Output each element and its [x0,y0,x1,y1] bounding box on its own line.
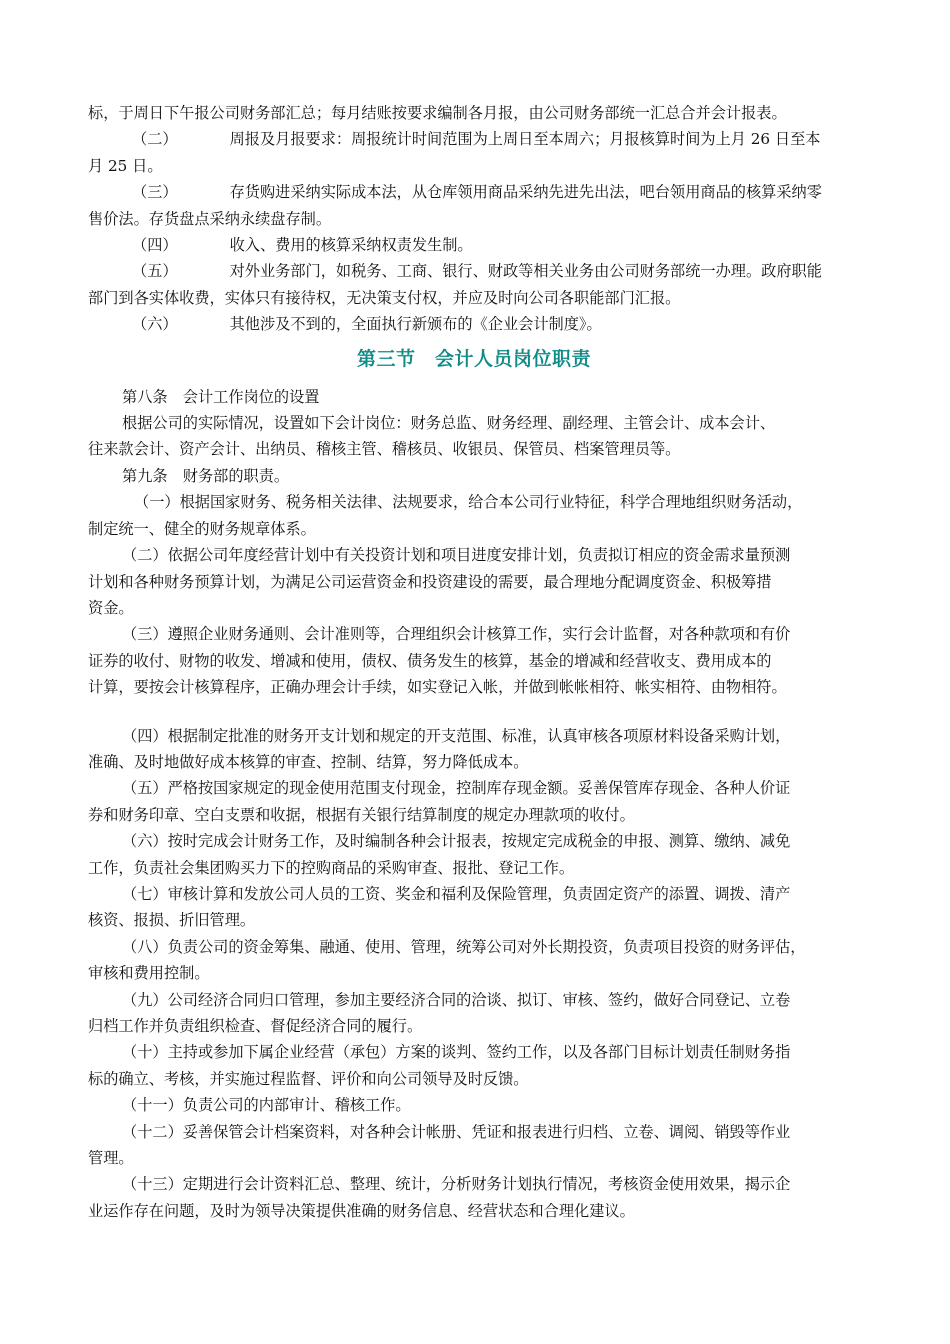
duty-text-cont: 核资、报损、折旧管理。 [88,911,256,930]
list-item [88,179,860,232]
duty-text: （六）按时完成会计财务工作，及时编制各种会计报表，按规定完成税金的申报、测算、缴纳、减免 [122,832,791,851]
continuation-line: 标，于周日下午报公司财务部汇总；每月结账按要求编制各月报，由公司财务部统一汇总合并会计报表。 [88,104,787,122]
duty-text-cont: 计算，要按会计核算程序，正确办理会计手续，如实登记入帐，并做到帐帐相符、帐实相符、由物相符。 [88,678,787,697]
duty-text: （一）根据国家财务、税务相关法律、法规要求，给合本公司行业特征，科学合理地组织财务活动， [134,493,803,512]
list-text: 其他涉及不到的，全面执行新颁布的《企业会计制度》。 [229,315,602,334]
list-number: （三） [132,183,178,202]
duty-text: （十一）负责公司的内部审计、稽核工作。 [122,1096,411,1115]
duty-text-cont: 计划和各种财务预算计划，为满足公司运营资金和投资建设的需要，最合理地分配调度资金、积极筹措 [88,572,772,591]
duty-item [88,775,860,828]
duty-item [88,489,860,542]
duty-text: （二）依据公司年度经营计划中有关投资计划和项目进度安排计划，负责拟订相应的资金需求量预测 [122,546,791,565]
list-item [88,232,860,258]
article-heading: 第八条 会计工作岗位的设置 [122,387,320,406]
duty-text-cont: 证券的收付、财物的收发、增减和使用，债权、债务发生的核算，基金的增减和经营收支、费用成本的 [88,651,772,670]
document-page [88,100,860,1224]
duty-text: （十二）妥善保管会计档案资料，对各种会计帐册、凭证和报表进行归档、立卷、调阅、销毁等作业 [122,1122,791,1141]
duty-text: （五）严格按国家规定的现金使用范围支付现金，控制库存现金额。妥善保管库存现金、各种人价证 [122,779,791,798]
list-text: 存货购进采纳实际成本法，从仓库领用商品采纳先进先出法，吧台领用商品的核算采纳零 [229,183,822,202]
duty-text-cont: 标的确立、考核，并实施过程监督、评价和向公司领导及时反馈。 [88,1069,529,1088]
duty-text: （十三）定期进行会计资料汇总、整理、统计，分析财务计划执行情况，考核资金使用效果，揭示企 [122,1175,791,1194]
duty-item [88,1171,860,1224]
paragraph-gap [88,701,860,723]
list-text-cont: 部门到各实体收费，实体只有接待权，无决策支付权，并应及时向公司各职能部门汇报。 [88,288,681,307]
article-body: 根据公司的实际情况，设置如下会计岗位：财务总监、财务经理、副经理、主管会计、成本会计、 [122,414,776,433]
duty-item [88,1119,860,1172]
list-number: （二） [132,130,178,149]
duty-text: （九）公司经济合同归口管理，参加主要经济合同的洽谈、拟订、审核、签约，做好合同登记、立卷 [122,990,791,1009]
list-number: （五） [132,262,178,281]
list-text-cont: 售价法。存货盘点采纳永续盘存制。 [88,209,331,228]
list-text: 对外业务部门，如税务、工商、银行、财政等相关业务由公司财务部统一办理。政府职能 [229,262,822,281]
duty-item [88,1039,860,1092]
duty-item [88,934,860,987]
list-number: （四） [132,236,178,255]
duty-text: （八）负责公司的资金筹集、融通、使用、管理，统筹公司对外长期投资，负责项目投资的财务评估， [122,937,806,956]
list-text: 周报及月报要求：周报统计时间范围为上周日至本周六；月报核算时间为上月 26 日至本 [229,130,821,149]
list-item [88,126,860,179]
list-text-cont: 月 25 日。 [88,156,163,175]
duties-list [88,489,860,1224]
duty-item [88,1092,860,1118]
duty-text-cont: 业运作存在问题，及时为领导决策提供准确的财务信息、经营状态和合理化建议。 [88,1201,635,1220]
duty-text: （三）遵照企业财务通则、会计准则等，合理组织会计核算工作，实行会计监督，对各种款项和有价 [122,625,791,644]
duty-text-cont: 归档工作并负责组织检查、督促经济合同的履行。 [88,1017,423,1035]
duty-text: （十）主持或参加下属企业经营（承包）方案的谈判、签约工作，以及各部门目标计划责任制财务指 [122,1043,791,1062]
duty-item [88,621,860,700]
duty-item [88,881,860,934]
duty-text: （四）根据制定批准的财务开支计划和规定的开支范围、标准，认真审核各项原材料设备采购计划， [122,726,791,745]
article-heading: 第九条 财务部的职责。 [122,466,290,485]
duty-text-cont: 工作，负责社会集团购买力下的控购商品的采购审查、报批、登记工作。 [88,858,574,877]
list-item [88,258,860,311]
duty-text-cont: 资金。 [88,598,134,617]
section-title: 第三节 会计人员岗位职责 [356,347,591,370]
duty-text-cont: 管理。 [88,1149,134,1168]
accounting-rules-list [88,126,860,337]
article-body: 往来款会计、资产会计、出纳员、稽核主管、稽核员、收银员、保管员、档案管理员等。 [88,440,681,459]
list-text: 收入、费用的核算采纳权责发生制。 [229,236,473,255]
list-item [88,311,860,337]
duty-item [88,542,860,621]
list-number: （六） [132,315,178,334]
duty-text-cont: 准确、及时地做好成本核算的审查、控制、结算，努力降低成本。 [88,752,529,771]
duty-text: （七）审核计算和发放公司人员的工资、奖金和福利及保险管理，负责固定资产的添置、调拨、清产 [122,884,791,903]
duty-item [88,723,860,776]
duty-text-cont: 审核和费用控制。 [88,964,210,983]
duty-text-cont: 券和财务印章、空白支票和收据，根据有关银行结算制度的规定办理款项的收付。 [88,805,635,824]
duty-item [88,987,860,1040]
duty-text-cont: 制定统一、健全的财务规章体系。 [88,519,316,538]
duty-item [88,828,860,881]
